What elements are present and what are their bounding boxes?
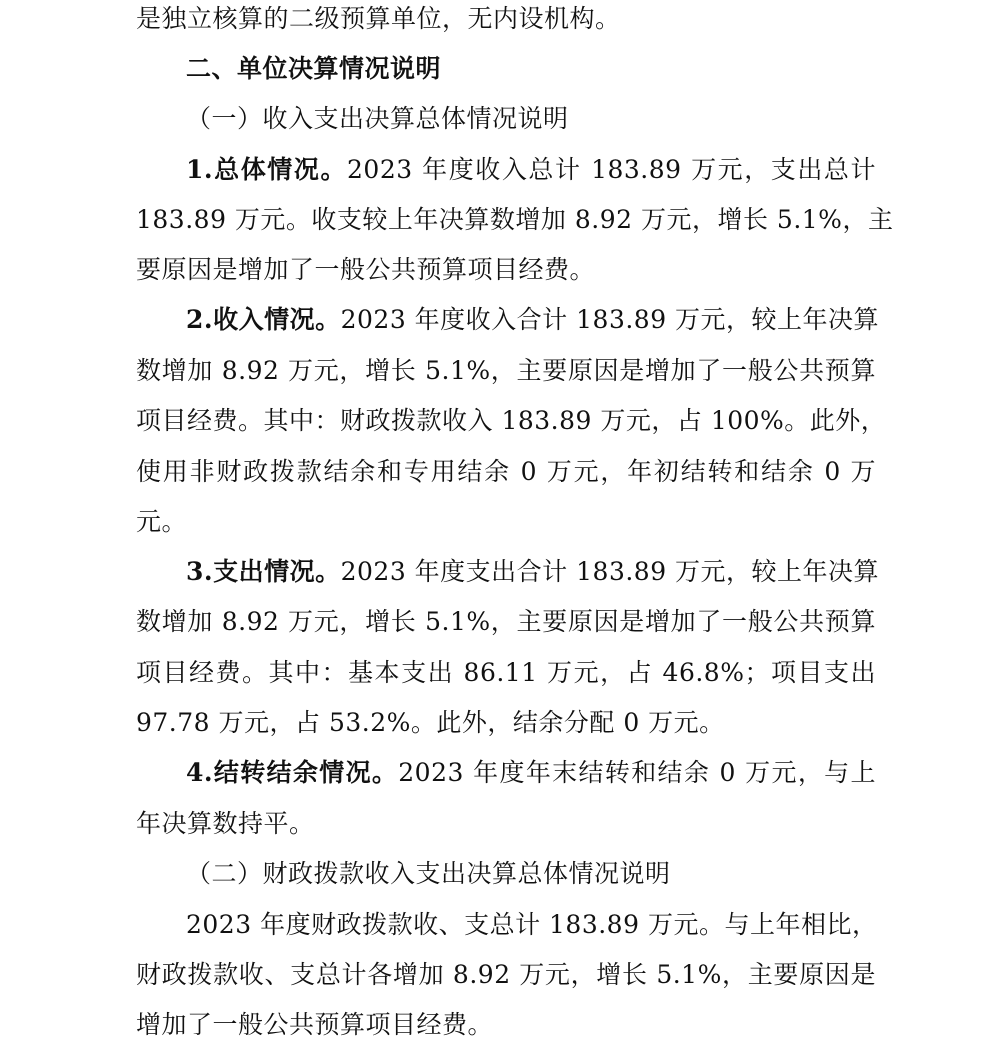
paragraph-title: 3.支出情况。: [186, 557, 341, 586]
paragraph-line: 数增加 8.92 万元，增长 5.1%，主要原因是增加了一般公共预算: [136, 356, 876, 385]
paragraph-text: 2023 年度支出合计 183.89 万元，较上年决算: [340, 557, 880, 586]
paragraph-line: 年决算数持平。: [136, 809, 315, 838]
paragraph-line: 97.78 万元，占 53.2%。此外，结余分配 0 万元。: [136, 708, 725, 737]
paragraph-line: 2023 年度财政拨款收、支总计 183.89 万元。与上年相比，: [186, 910, 878, 939]
paragraph-text: 2023 年度收入合计 183.89 万元，较上年决算: [340, 305, 880, 334]
paragraph-title: 1.总体情况。: [186, 155, 348, 184]
paragraph-line: 数增加 8.92 万元，增长 5.1%，主要原因是增加了一般公共预算: [136, 607, 876, 636]
paragraph-line: [186, 756, 876, 790]
paragraph-line: [186, 153, 876, 187]
paragraph-text: 2023 年度收入总计 183.89 万元，支出总计: [347, 155, 876, 184]
paragraph-line: 使用非财政拨款结余和专用结余 0 万元，年初结转和结余 0 万: [136, 457, 876, 486]
paragraph-line: 要原因是增加了一般公共预算项目经费。: [136, 255, 596, 284]
paragraph-line: 项目经费。其中：基本支出 86.11 万元，占 46.8%；项目支出: [136, 658, 876, 687]
paragraph-title: 2.收入情况。: [186, 305, 341, 334]
subsection-heading: （二）财政拨款收入支出决算总体情况说明: [186, 859, 671, 888]
subsection-heading: （一）收入支出决算总体情况说明: [186, 104, 569, 133]
section-heading: 二、单位决算情况说明: [186, 54, 442, 83]
paragraph-line: 财政拨款收、支总计各增加 8.92 万元，增长 5.1%，主要原因是: [136, 960, 876, 989]
paragraph-text: 2023 年度年末结转和结余 0 万元，与上: [398, 758, 876, 787]
paragraph-line: [186, 555, 880, 589]
paragraph-line: 是独立核算的二级预算单位，无内设机构。: [136, 4, 621, 33]
paragraph-line: 183.89 万元。收支较上年决算数增加 8.92 万元，增长 5.1%，主: [136, 205, 894, 234]
paragraph-line: 项目经费。其中：财政拨款收入 183.89 万元，占 100%。此外，: [136, 406, 887, 435]
paragraph-title: 4.结转结余情况。: [186, 758, 399, 787]
paragraph-line: 元。: [136, 507, 188, 536]
paragraph-line: [186, 303, 880, 337]
paragraph-line: 增加了一般公共预算项目经费。: [136, 1010, 494, 1039]
